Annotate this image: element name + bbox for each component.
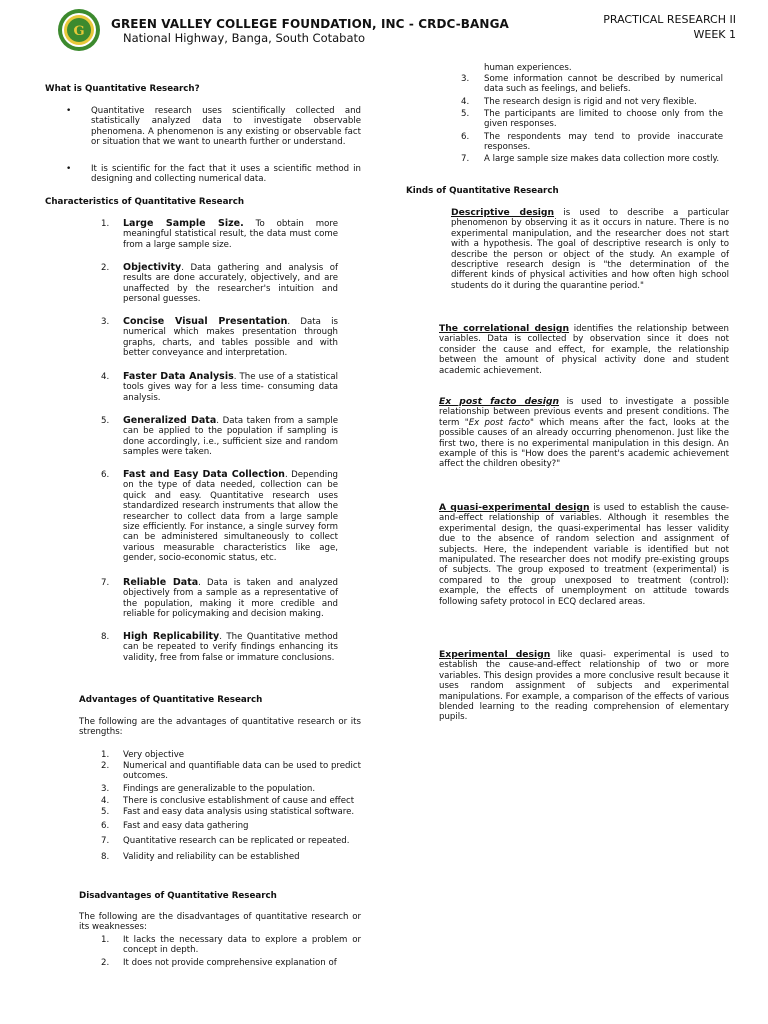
list-number: 1.: [101, 935, 110, 945]
advantage-item: Fast and easy data analysis using statistical software.: [123, 807, 355, 817]
list-number: 3.: [101, 784, 110, 794]
kinds-heading: Kinds of Quantitative Research: [406, 186, 559, 196]
list-number: 3.: [101, 317, 110, 327]
characteristic-item: Objectivity. Data gathering and analysis of results are done accurately, objectively, and are unaffected by the researcher's intuition and personal guesses.: [123, 262, 338, 305]
list-number: 1.: [101, 219, 110, 229]
list-number: 5.: [101, 807, 110, 817]
list-number: 6.: [101, 821, 110, 831]
list-number: 2.: [101, 263, 110, 273]
what-is-heading: What is Quantitative Research?: [45, 84, 200, 94]
disadvantage-item: It lacks the necessary data to explore a problem or concept in depth.: [123, 935, 361, 956]
list-number: 7.: [461, 154, 470, 164]
advantage-item: Very objective: [123, 750, 185, 760]
characteristic-item: Reliable Data. Data is taken and analyzed objectively from a sample as a representative of the population, making it more credible and reliable for policymaking and decision making.: [123, 577, 338, 620]
list-number: 5.: [101, 416, 110, 426]
advantage-item: Validity and reliability can be established: [123, 852, 300, 862]
advantages-intro: The following are the advantages of quantitative research or its strengths:: [79, 717, 361, 738]
list-number: 5.: [461, 109, 470, 119]
kind-correlational: The correlational design identifies the relationship between variables. Data is collected by observation since it does not consider the cause and effect, for example, the relationship between the amount of physical activity done and student academic achievement.: [439, 323, 730, 376]
disadvantage-continued: human experiences.: [484, 63, 572, 73]
kind-ex-post-facto: Ex post facto design is used to investigate a possible relationship between previous events and present conditions. The term "Ex post facto" which means after the fact, looks at the possible causes of an already occurring phenomenon. Just like the first two, there is no experimental manipulation in this design. An example of this is "How does the parent's academic achievement affect the children obesity?": [439, 396, 729, 470]
list-number: 2.: [101, 761, 110, 771]
list-number: 8.: [101, 852, 110, 862]
subject-title: PRACTICAL RESEARCH II: [603, 13, 736, 26]
disadvantage-item: Some information cannot be described by numerical data such as feelings, and beliefs.: [484, 74, 723, 95]
list-number: 7.: [101, 578, 110, 588]
kind-descriptive: Descriptive design is used to describe a particular phenomenon by observing it as it occurs in nature. There is no experimental manipulation, and the researcher does not start with a hypothesis. The goal of descriptive research is only to describe the person or object of the study. An example of descriptive research design is "the determination of the different kinds of physical activities and how often high school students do it during the quarantine period.": [451, 207, 729, 291]
advantage-item: Quantitative research can be replicated or repeated.: [123, 836, 350, 846]
school-address: National Highway, Banga, South Cotabato: [123, 31, 366, 45]
advantages-heading: Advantages of Quantitative Research: [79, 695, 263, 705]
advantage-item: Fast and easy data gathering: [123, 821, 249, 831]
list-number: 7.: [101, 836, 110, 846]
list-number: 4.: [101, 796, 110, 806]
characteristic-item: Faster Data Analysis. The use of a statistical tools gives way for a less time- consuming data analysis.: [123, 371, 338, 403]
kind-quasi-experimental: A quasi-experimental design is used to establish the cause-and-effect relationship of variables. Although it resembles the experimental design, the quasi-experimental has lesser validity due to the absence of random selection and assignment of subjects. Here, the independent variable is identified but not manipulated. The researcher does not modify pre-existing groups of subjects. The group exposed to treatment (experimental) is compared to the group unexposed to treatment (control): example, the effects of unemployment on attitude towards following safety protocol in ECQ declared areas.: [439, 502, 730, 607]
list-number: 2.: [101, 958, 110, 968]
college-logo: [57, 8, 101, 52]
svg-text:G: G: [73, 24, 85, 39]
disadvantage-item: The respondents may tend to provide inaccurate responses.: [484, 132, 723, 153]
disadvantage-item: A large sample size makes data collection more costly.: [484, 154, 720, 164]
characteristic-item: Large Sample Size. To obtain more meaningful statistical result, the data must come from a large sample size.: [123, 218, 338, 250]
week-label: WEEK 1: [693, 28, 736, 41]
characteristics-heading: Characteristics of Quantitative Research: [45, 197, 245, 207]
school-name: GREEN VALLEY COLLEGE FOUNDATION, INC - CRDC-BANGA: [111, 17, 509, 31]
characteristic-item: Fast and Easy Data Collection. Depending on the type of data needed, collection can be quick and easy. Quantitative research uses standardized research instruments that allow the researcher to collect data from a large sample size efficiently. For instance, a single survey form can be administered simultaneously to collect various measurable characteristics like age, gender, socio-economic status, etc.: [123, 469, 338, 564]
disadvantage-item: It does not provide comprehensive explanation of: [123, 958, 337, 968]
bullet-dot: •: [66, 164, 72, 174]
advantage-item: There is conclusive establishment of cause and effect: [123, 796, 355, 806]
advantage-item: Numerical and quantifiable data can be used to predict outcomes.: [123, 761, 361, 782]
disadvantage-item: The participants are limited to choose only from the given responses.: [484, 109, 723, 130]
disadvantages-intro: The following are the disadvantages of quantitative research or its weaknesses:: [79, 912, 361, 933]
list-number: 3.: [461, 74, 470, 84]
list-number: 4.: [461, 97, 470, 107]
list-number: 1.: [101, 750, 110, 760]
advantage-item: Findings are generalizable to the population.: [123, 784, 316, 794]
list-number: 8.: [101, 632, 110, 642]
definition-bullet: It is scientific for the fact that it uses a scientific method in designing and collecting numerical data.: [91, 164, 361, 185]
list-number: 4.: [101, 372, 110, 382]
disadvantage-item: The research design is rigid and not very flexible.: [484, 97, 697, 107]
kind-experimental: Experimental design like quasi- experimental is used to establish the cause-and-effect relationship of two or more variables. This design provides a more conclusive result because it uses random assignment of subjects and experimental manipulations. For example, a comparison of the effects of various blended learning to the reading comprehension of elementary pupils.: [439, 649, 729, 723]
characteristic-item: Generalized Data. Data taken from a sample can be applied to the population if sampling is done accordingly, i.e., sufficient size and random samples were taken.: [123, 415, 338, 458]
bullet-dot: •: [66, 106, 72, 116]
characteristic-item: Concise Visual Presentation. Data is numerical which makes presentation through graphs, charts, and tables possible and with better conveyance and interpretation.: [123, 316, 338, 359]
disadvantages-heading: Disadvantages of Quantitative Research: [79, 891, 277, 901]
characteristic-item: High Replicability. The Quantitative method can be repeated to verify findings enhancing its validity, free from false or immature conclusions.: [123, 631, 338, 663]
list-number: 6.: [461, 132, 470, 142]
definition-bullet: Quantitative research uses scientifically collected and statistically analyzed data to investigate observable phenomena. A phenomenon is any existing or observable fact or situation that we want to unearth further or understand.: [91, 106, 361, 148]
list-number: 6.: [101, 470, 110, 480]
